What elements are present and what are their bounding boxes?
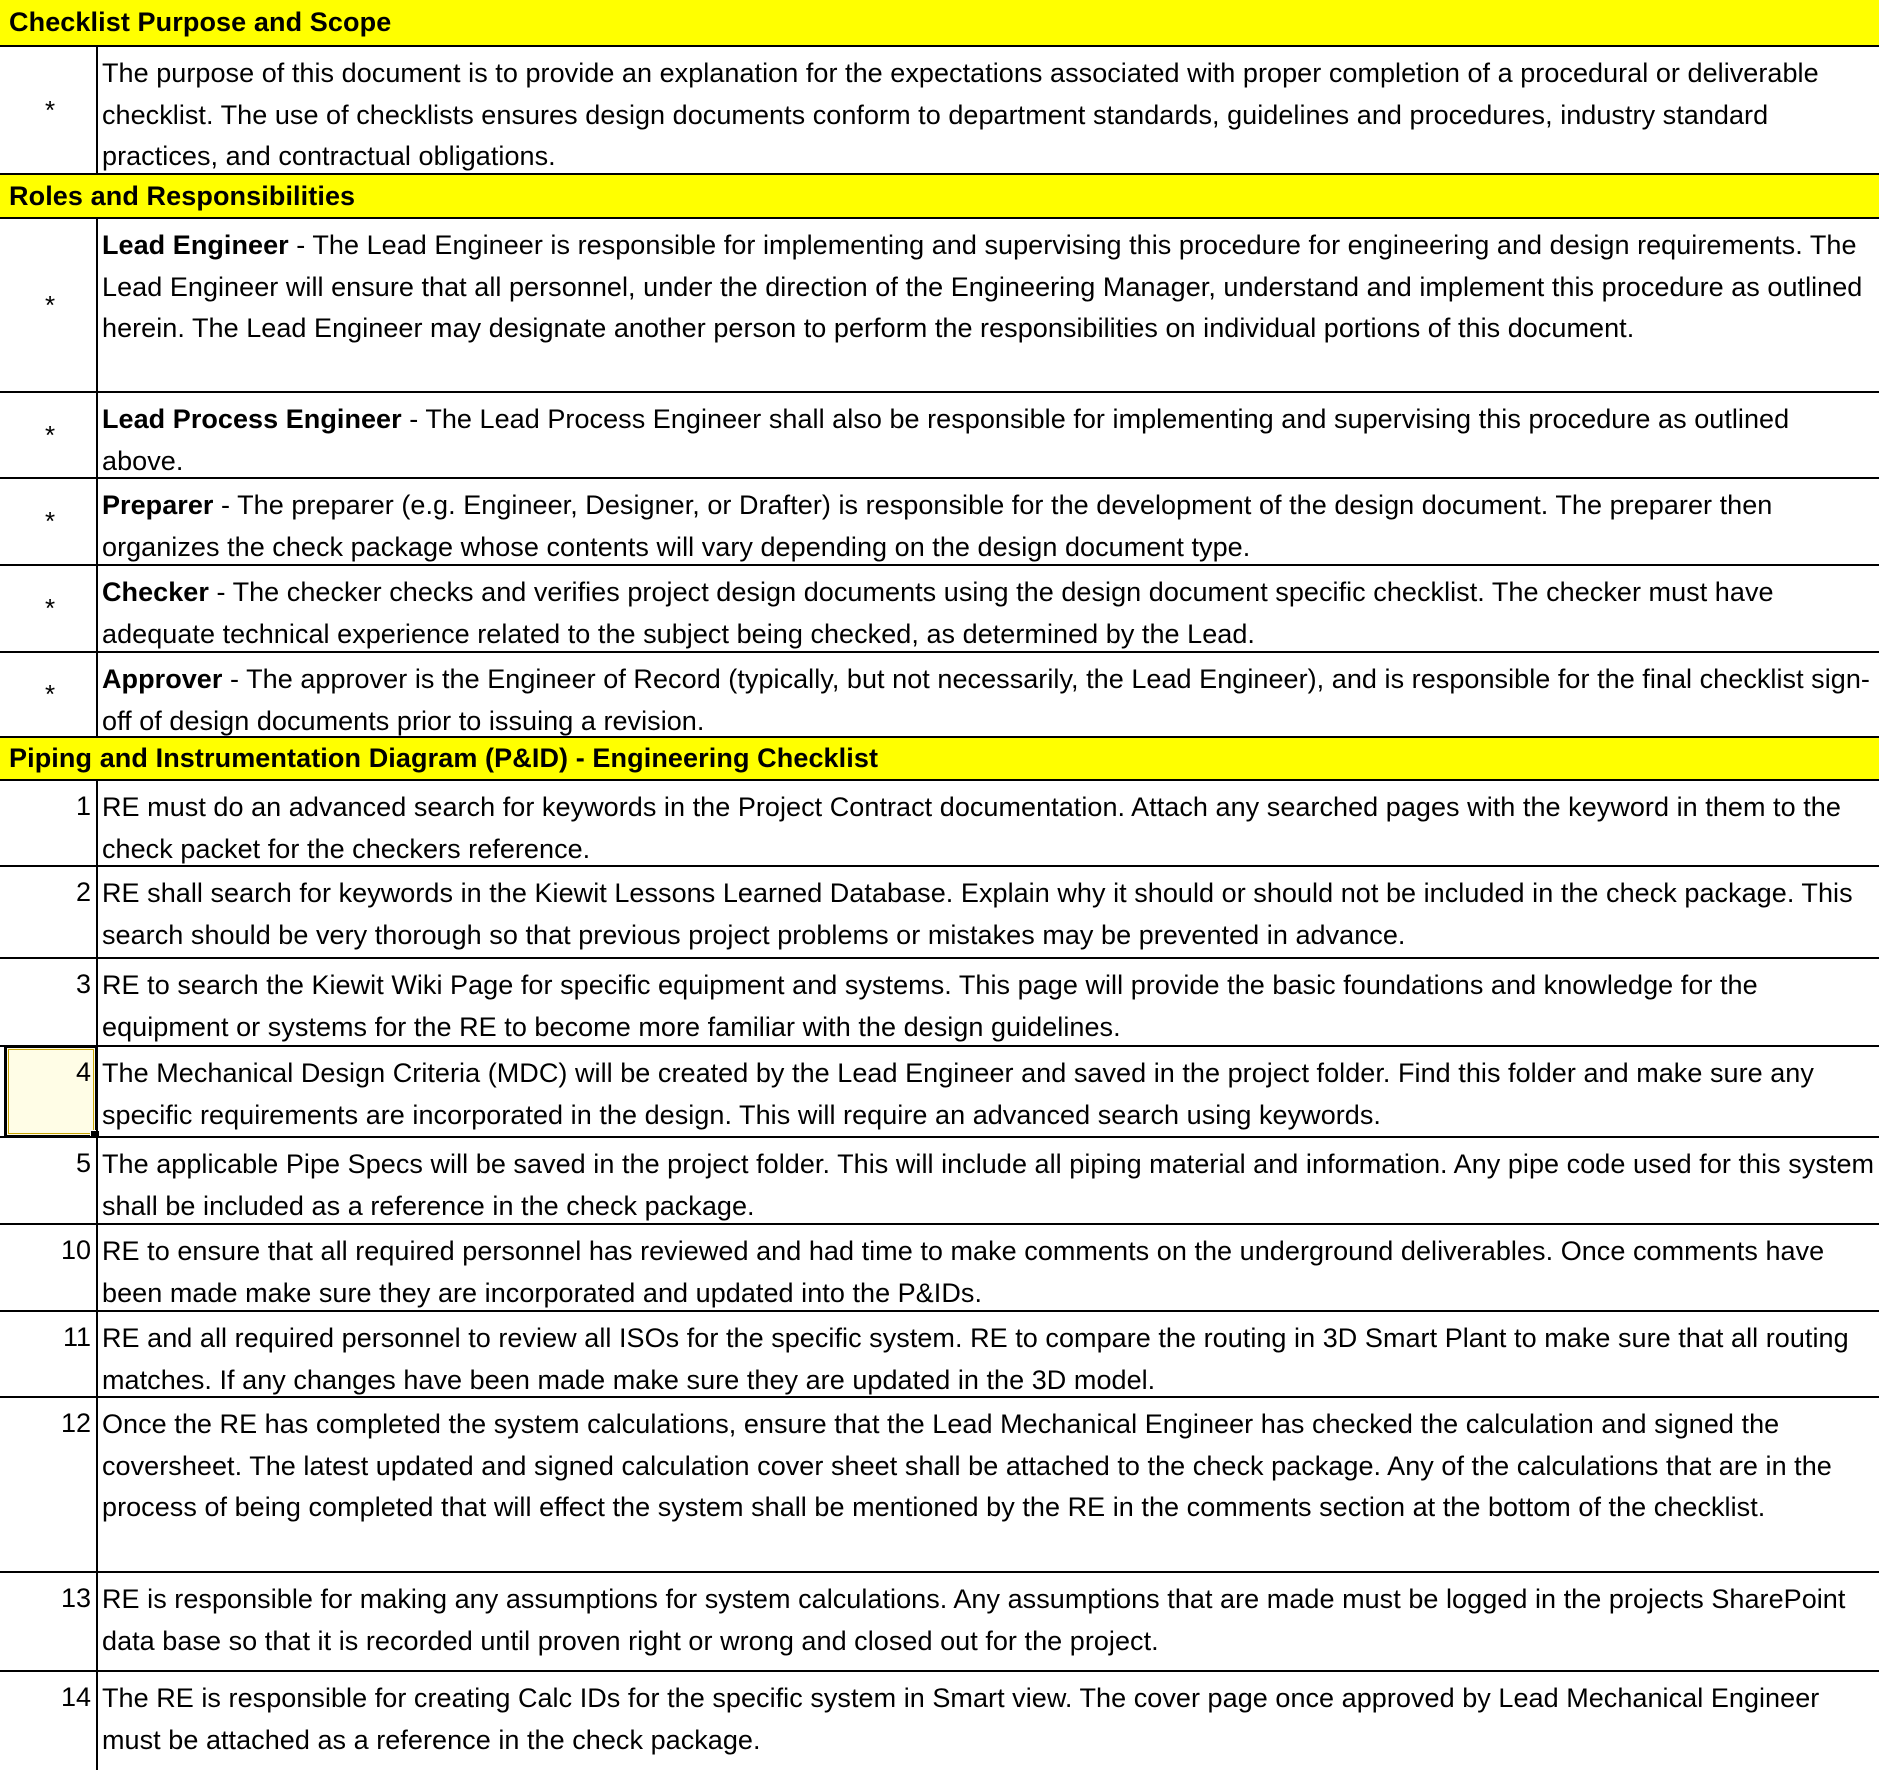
marker-cell[interactable] xyxy=(4,1138,98,1223)
marker-cell[interactable] xyxy=(4,1398,98,1571)
description-text: RE is responsible for making any assumptions for system calculations. Any assumptions that are made must be logged in the projects SharePoint data base so that it is recorded until proven right or wrong and closed out for the project. xyxy=(102,1584,1846,1656)
checklist-row[interactable] xyxy=(0,45,1879,173)
item-number: 4 xyxy=(75,1057,91,1087)
description-text: RE must do an advanced search for keywords in the Project Contract documentation. Attach any searched pages with the keyword in them to the check packet for the checkers reference. xyxy=(102,792,1841,864)
marker-cell[interactable] xyxy=(4,1047,98,1136)
section-title: Roles and Responsibilities xyxy=(9,180,356,211)
section-header-pid-checklist[interactable] xyxy=(0,736,1879,779)
marker-cell[interactable] xyxy=(4,653,98,736)
role-label: Checker xyxy=(102,577,209,607)
description-text: - The Lead Process Engineer shall also be responsible for implementing and supervising this procedure as outlined above. xyxy=(102,404,1790,476)
description-cell[interactable] xyxy=(102,1678,1875,1761)
bullet-marker: * xyxy=(44,593,56,623)
role-label: Preparer xyxy=(102,490,214,520)
checklist-row[interactable] xyxy=(0,1136,1879,1223)
description-cell[interactable] xyxy=(102,965,1875,1048)
checklist-row[interactable] xyxy=(0,1396,1879,1571)
section-title: Piping and Instrumentation Diagram (P&ID) - Engineering Checklist xyxy=(9,743,879,773)
description-text: Once the RE has completed the system calculations, ensure that the Lead Mechanical Engineer has checked the calculation and signed the coversheet. The latest updated and signed calculation cover sheet shall be attached to the check package. Any of the calculations that are in the process of being completed that will effect the system shall be mentioned by the RE in the comments section at the bottom of the checklist. xyxy=(102,1409,1832,1522)
item-number: 12 xyxy=(60,1408,91,1438)
item-number: 13 xyxy=(60,1583,91,1613)
section-header-roles[interactable] xyxy=(0,173,1879,217)
item-number: 14 xyxy=(60,1682,91,1712)
checklist-row[interactable] xyxy=(0,957,1879,1045)
section-header-purpose[interactable] xyxy=(0,0,1879,45)
description-cell[interactable] xyxy=(102,485,1875,568)
marker-cell[interactable] xyxy=(4,1672,98,1770)
marker-cell[interactable] xyxy=(4,959,98,1045)
description-cell[interactable] xyxy=(102,399,1875,482)
checklist-row[interactable] xyxy=(0,1670,1879,1770)
item-number: 5 xyxy=(75,1148,91,1178)
bullet-marker: * xyxy=(44,506,56,536)
marker-cell[interactable] xyxy=(4,867,98,957)
checklist-row[interactable] xyxy=(0,391,1879,477)
checklist-row[interactable] xyxy=(0,477,1879,564)
item-number: 3 xyxy=(75,969,91,999)
checklist-row[interactable] xyxy=(0,1223,1879,1310)
role-label: Approver xyxy=(102,664,223,694)
description-cell[interactable] xyxy=(102,659,1875,742)
marker-cell[interactable] xyxy=(4,781,98,865)
description-text: The RE is responsible for creating Calc IDs for the specific system in Smart view. The cover page once approved by Lead Mechanical Engineer must be attached as a reference in the check package. xyxy=(102,1683,1820,1755)
description-text: RE to search the Kiewit Wiki Page for specific equipment and systems. This page will provide the basic foundations and knowledge for the equipment or systems for the RE to become more familiar with the design guidelines. xyxy=(102,970,1758,1042)
item-number: 10 xyxy=(60,1235,91,1265)
description-text: The Mechanical Design Criteria (MDC) will be created by the Lead Engineer and saved in the project folder. Find this folder and make sure any specific requirements are incorporated in the design. This will require an advanced search using keywords. xyxy=(102,1058,1814,1130)
checklist-row[interactable] xyxy=(0,779,1879,865)
description-cell[interactable] xyxy=(102,53,1875,178)
description-cell[interactable] xyxy=(102,873,1875,956)
description-cell[interactable] xyxy=(102,572,1875,655)
description-cell[interactable] xyxy=(102,1404,1875,1529)
marker-cell[interactable] xyxy=(4,47,98,173)
description-cell[interactable] xyxy=(102,1053,1875,1136)
marker-cell[interactable] xyxy=(4,566,98,651)
description-text: RE shall search for keywords in the Kiewit Lessons Learned Database. Explain why it should or should not be included in the check package. This search should be very thorough so that previous project problems or mistakes may be prevented in advance. xyxy=(102,878,1853,950)
item-number: 1 xyxy=(75,791,91,821)
description-cell[interactable] xyxy=(102,1231,1875,1314)
description-cell[interactable] xyxy=(102,225,1875,350)
checklist-row[interactable] xyxy=(0,651,1879,736)
checklist-row[interactable] xyxy=(0,1045,1879,1136)
description-cell[interactable] xyxy=(102,1579,1875,1662)
checklist-row[interactable] xyxy=(0,217,1879,391)
role-label: Lead Process Engineer xyxy=(102,404,402,434)
checklist-row[interactable] xyxy=(0,865,1879,957)
description-text: - The Lead Engineer is responsible for implementing and supervising this procedure for engineering and design requirements. The Lead Engineer will ensure that all personnel, under the direction of the Engineering Manager, understand and implement this procedure as outlined herein. The Lead Engineer may designate another person to perform the responsibilities on individual portions of this document. xyxy=(102,230,1863,343)
description-text: The purpose of this document is to provide an explanation for the expectations associated with proper completion of a procedural or deliverable checklist. The use of checklists ensures design documents conform to department standards, guidelines and procedures, industry standard practices, and contractual obligations. xyxy=(102,58,1819,171)
description-text: The applicable Pipe Specs will be saved in the project folder. This will include all piping material and information. Any pipe code used for this system shall be included as a reference in the check package. xyxy=(102,1149,1875,1221)
description-text: - The approver is the Engineer of Record (typically, but not necessarily, the Lead Engineer), and is responsible for the final checklist sign-off of design documents prior to issuing a revision. xyxy=(102,664,1870,736)
description-cell[interactable] xyxy=(102,1318,1875,1401)
checklist-row[interactable] xyxy=(0,564,1879,651)
marker-cell[interactable] xyxy=(4,479,98,564)
item-number: 2 xyxy=(75,877,91,907)
description-text: RE and all required personnel to review all ISOs for the specific system. RE to compare the routing in 3D Smart Plant to make sure that all routing matches. If any changes have been made make sure they are updated in the 3D model. xyxy=(102,1323,1849,1395)
marker-cell[interactable] xyxy=(4,1312,98,1396)
bullet-marker: * xyxy=(44,289,56,320)
marker-cell[interactable] xyxy=(4,393,98,477)
description-text: RE to ensure that all required personnel has reviewed and had time to make comments on the underground deliverables. Once comments have been made make sure they are incorporated and updated into the P&IDs. xyxy=(102,1236,1825,1308)
section-title: Checklist Purpose and Scope xyxy=(9,7,392,37)
bullet-marker: * xyxy=(44,94,56,125)
checklist-row[interactable] xyxy=(0,1310,1879,1396)
marker-cell[interactable] xyxy=(4,1573,98,1670)
marker-cell[interactable] xyxy=(4,1225,98,1310)
description-text: - The preparer (e.g. Engineer, Designer, or Drafter) is responsible for the development of the design document. The preparer then organizes the check package whose contents will vary depending on the design document type. xyxy=(102,490,1773,562)
item-number: 11 xyxy=(62,1322,91,1352)
description-text: - The checker checks and verifies project design documents using the design document specific checklist. The checker must have adequate technical experience related to the subject being checked, as determined by the Lead. xyxy=(102,577,1774,649)
description-cell[interactable] xyxy=(102,787,1875,870)
description-cell[interactable] xyxy=(102,1144,1875,1227)
checklist-row[interactable] xyxy=(0,1571,1879,1670)
marker-cell[interactable] xyxy=(4,219,98,391)
bullet-marker: * xyxy=(44,679,56,709)
role-label: Lead Engineer xyxy=(102,230,289,260)
bullet-marker: * xyxy=(44,419,56,450)
